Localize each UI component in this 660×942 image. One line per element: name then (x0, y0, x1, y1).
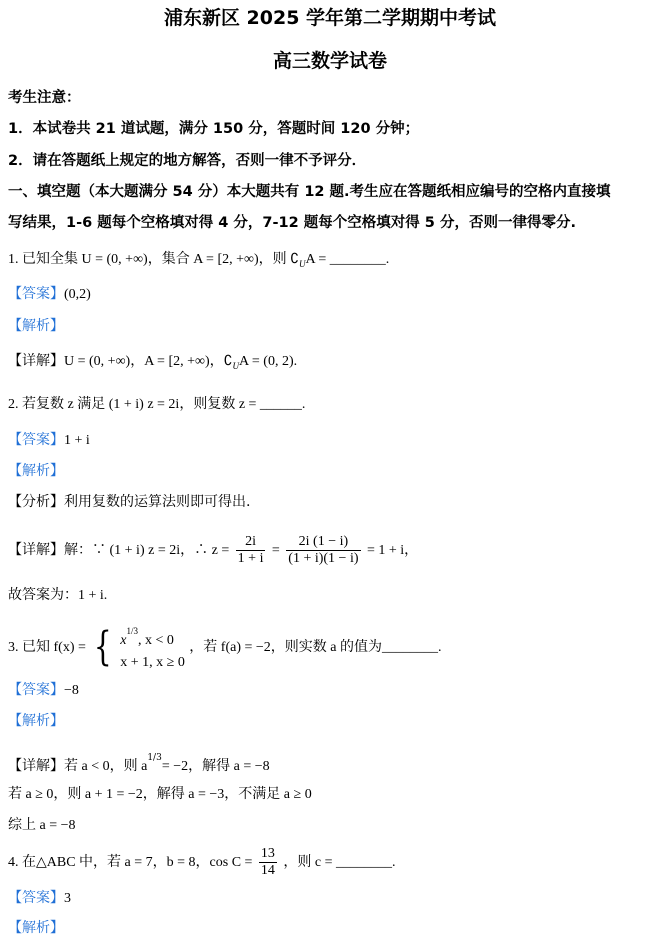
question-2-fenxi: 【分析】利用复数的运算法则即可得出. (8, 494, 251, 510)
question-3-stem: 3. 已知 f(x) = { $x^{1/3}$, x < 0 x + 1, x ≥ 0 ，若 f(a) = −2，则实数 a 的值为________. (8, 620, 652, 674)
answer-tag: 【答案】 (8, 286, 64, 302)
question-2-detail: 【详解】解：∵ (1 + i) z = 2i，∴ z = $\frac{2i}{1 + i}$ = $\frac{2i (1 - i)}{(1 + i)(1 - i)}$ = 1 + i， (8, 533, 419, 566)
question-4-stem: 4. 在△ABC 中，若 a = 7，b = 8，cos C = $\frac{13}{14}$ ，则 c = ________. (8, 845, 396, 878)
question-1-analysis-tag: 【解析】 (8, 318, 64, 334)
answer-tag: 【答案】 (8, 432, 64, 448)
question-3-detail-line2: 若 a ≥ 0，则 a + 1 = −2，解得 a = −3，不满足 a ≥ 0 (8, 787, 312, 802)
question-3-detail: 【详解】若 a < 0，则 $a^{1/3}= -2$，解得 a = −8 (8, 753, 270, 774)
question-1-detail: 【详解】U = (0, +∞)，A = [2, +∞)，$∁_UA = (0$, 2). (8, 353, 298, 371)
question-1-answer: 【答案】(0,2) (8, 286, 91, 302)
fraction-2: $\frac{2i (1 - i)}{(1 + i)(1 - i)}$ (288, 533, 359, 566)
question-3-detail-line3: 综上 a = −8 (8, 818, 76, 833)
detail-tag: 【详解】 (8, 758, 64, 774)
section-1-heading-line2: 写结果，1-6 题每个空格填对得 4 分，7-12 题每个空格填对得 5 分，否则一律得零分. (8, 215, 576, 231)
question-1-stem: 1. 已知全集 U = (0, +∞)，集合 A = [2, +∞)，则 $∁_UA$ = ________. (8, 252, 390, 269)
question-2-conclusion: 故答案为：1 + i. (8, 588, 108, 603)
question-2-analysis-tag: 【解析】 (8, 463, 64, 479)
notice-item-2: 2．请在答题纸上规定的地方解答，否则一律不予评分． (8, 153, 367, 169)
question-2-answer: 【答案】1 + i (8, 432, 90, 448)
fraction-1: $\frac{2i}{1 + i}$ (237, 533, 264, 566)
answer-tag: 【答案】 (8, 682, 64, 698)
detail-tag: 【详解】 (8, 353, 64, 369)
brace-symbol: { (94, 624, 112, 670)
fenxi-tag: 【分析】 (8, 494, 64, 510)
section-1-heading-line1: 一、填空题（本大题满分 54 分）本大题共有 12 题.考生应在答题纸相应编号的空格内直接填 (8, 184, 611, 200)
exam-subtitle: 高三数学试卷 (272, 50, 387, 72)
exam-title: 浦东新区 2025 学年第二学期期中考试 (163, 7, 497, 29)
piecewise-cases: $x^{1/3}$, x < 0 x + 1, x ≥ 0 (120, 626, 185, 670)
answer-tag: 【答案】 (8, 890, 64, 906)
question-4-answer: 【答案】3 (8, 890, 71, 906)
notice-heading: 考生注意： (8, 90, 81, 106)
fraction-cos: $\frac{13}{14}$ (260, 845, 275, 878)
question-3-analysis-tag: 【解析】 (8, 713, 64, 729)
question-4-analysis-tag: 【解析】 (8, 920, 64, 936)
detail-tag: 【详解】 (8, 542, 64, 558)
question-2-stem: 2. 若复数 z 满足 (1 + i) z = 2i，则复数 z = ______. (8, 397, 306, 412)
question-3-answer: 【答案】−8 (8, 682, 79, 698)
notice-item-1: 1．本试卷共 21 道试题，满分 150 分，答题时间 120 分钟； (8, 121, 420, 137)
